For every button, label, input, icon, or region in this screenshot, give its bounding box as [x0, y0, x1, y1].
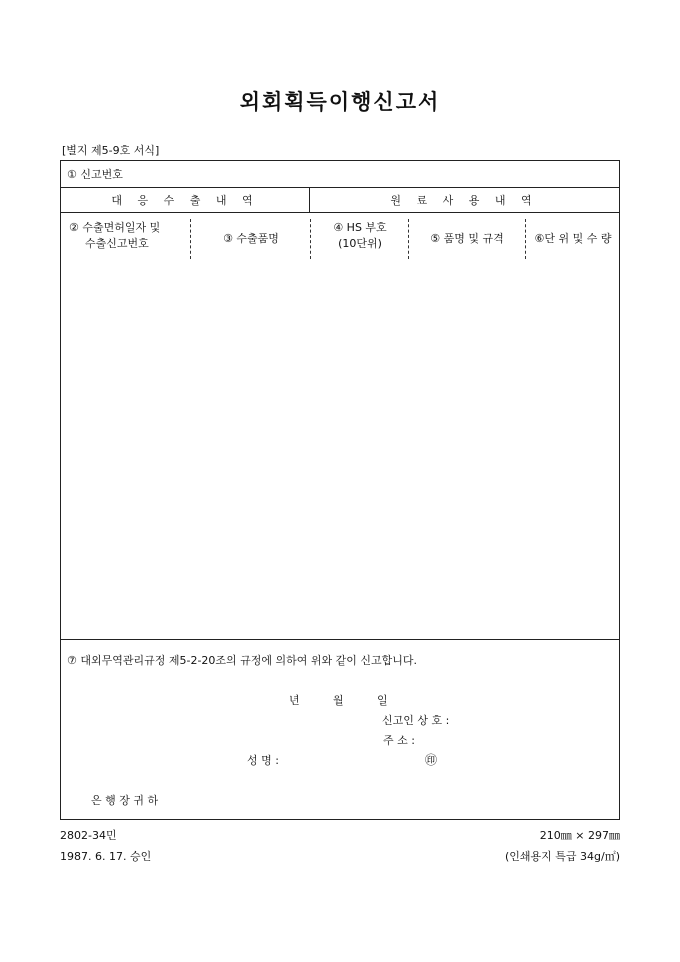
divider	[61, 187, 619, 188]
footer-paper-type: (인쇄용지 특급 34g/㎡)	[504, 850, 620, 863]
material-section-header: 원 료 사 용 내 역	[390, 194, 538, 207]
addressee: 은 행 장 귀 하	[91, 794, 159, 807]
declaration-statement: ⑦ 대외무역관리규정 제5-2-20조의 규정에 의하여 위와 같이 신고합니다.	[67, 654, 418, 667]
divider	[61, 639, 619, 640]
date-day: 일	[377, 694, 388, 707]
declarant-name-label: 성 명 :	[247, 754, 279, 767]
declarant-address-label: 주 소 :	[383, 734, 415, 747]
divider	[61, 212, 619, 213]
footer-approval-date: 1987. 6. 17. 승인	[60, 850, 152, 863]
column-unit-quantity: ⑥단 위 및 수 량	[534, 232, 612, 245]
footer-paper-size: 210㎜ × 297㎜	[539, 829, 620, 842]
date-month: 월	[333, 694, 344, 707]
export-section-header: 대 응 수 출 내 역	[111, 194, 259, 207]
seal-mark: ㊞	[425, 753, 438, 767]
footer-form-number: 2802-34민	[60, 829, 117, 842]
form-title: 외회획득이행신고서	[239, 89, 441, 114]
column-export-item: ③ 수출품명	[223, 232, 279, 245]
column-export-license: ② 수출면허일자 및 수출신고번호	[69, 221, 161, 250]
column-item-spec: ⑤ 품명 및 규격	[430, 232, 504, 245]
report-number-field: ① 신고번호	[67, 168, 123, 181]
declarant-company-label: 신고인 상 호 :	[382, 714, 450, 727]
column-hs-code: ④ HS 부호 (10단위)	[333, 221, 387, 250]
form-box	[60, 160, 620, 820]
form-number-label: [별지 제5-9호 서식]	[62, 144, 160, 157]
date-year: 년	[289, 694, 300, 707]
